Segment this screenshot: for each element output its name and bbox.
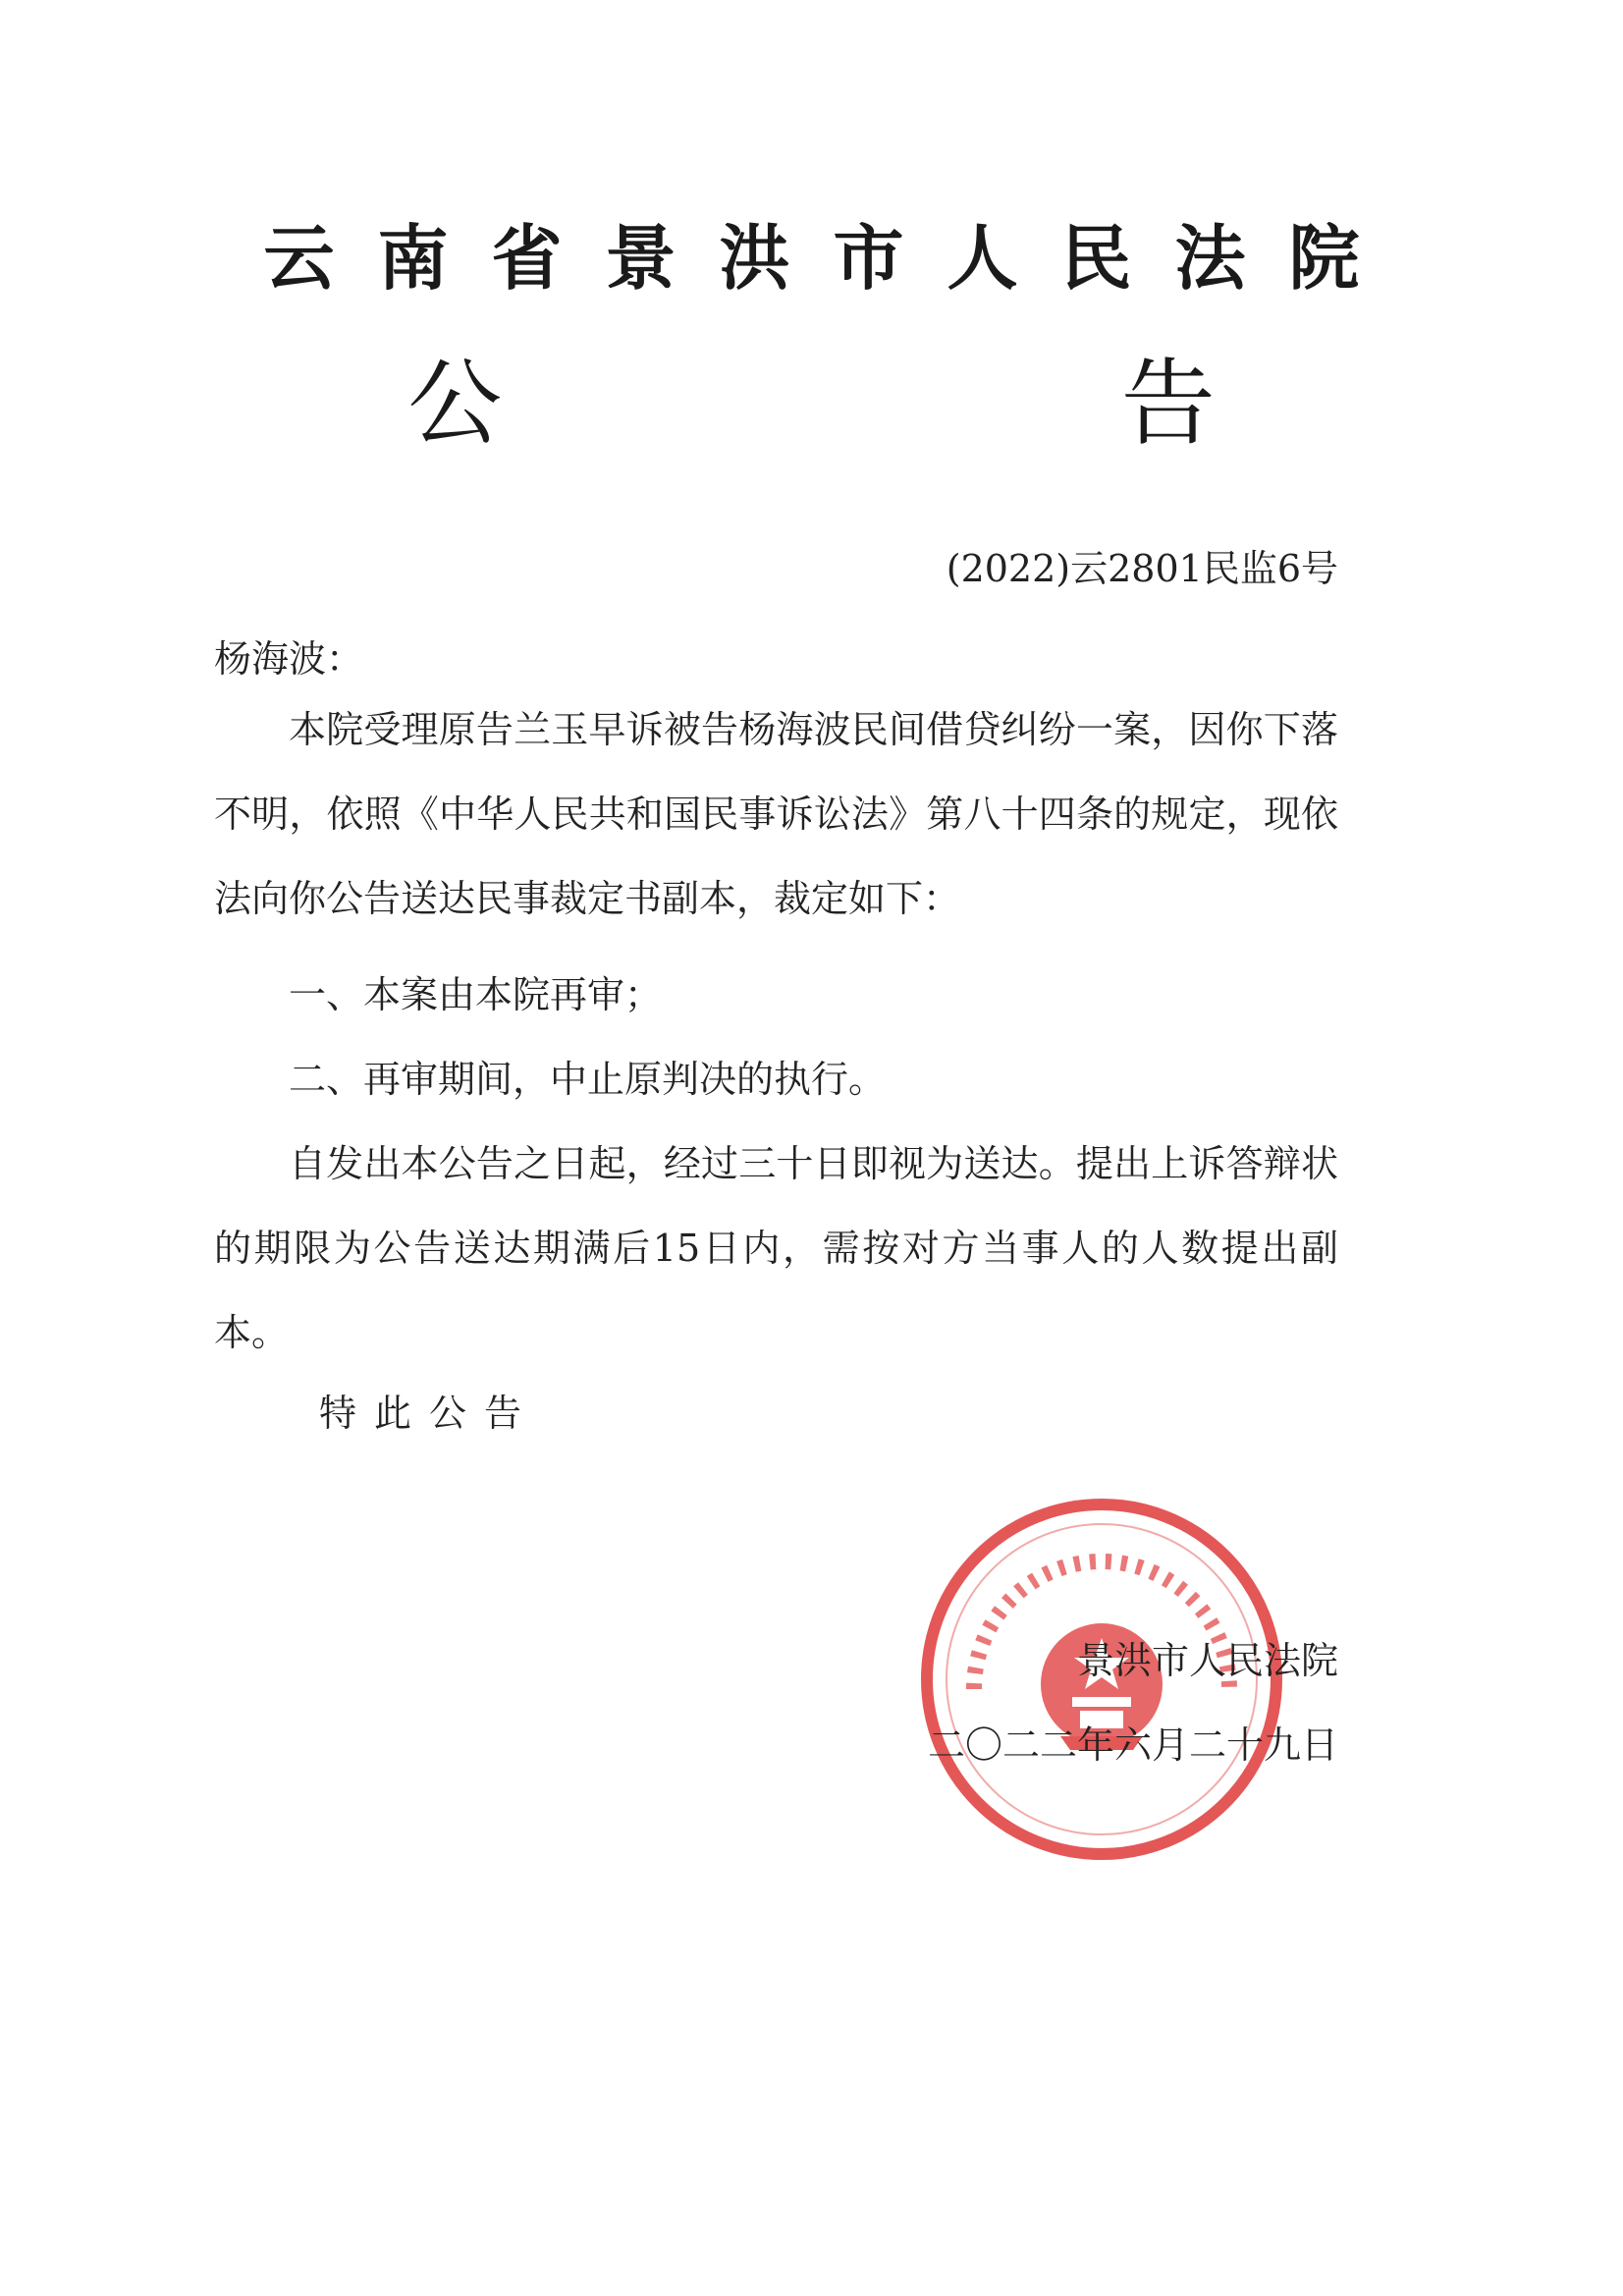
issuing-court-signature: 景洪市人民法院	[1076, 1639, 1338, 1682]
notice-title: 公 告	[407, 349, 1510, 459]
issue-date: 二〇二二年六月二十九日	[927, 1723, 1338, 1767]
ruling-item-1: 一、本案由本院再审；	[289, 973, 663, 1016]
ruling-item-2: 二、再审期间，中止原判决的执行。	[289, 1058, 887, 1101]
court-name-heading: 云南省景洪市人民法院	[263, 217, 1403, 300]
closing-phrase: 特此公告	[319, 1392, 540, 1435]
addressee: 杨海波：	[214, 637, 364, 681]
case-number: (2022)云2801民监6号	[946, 547, 1338, 590]
notice-paragraph-main: 本院受理原告兰玉早诉被告杨海波民间借贷纠纷一案，因你下落不明，依照《中华人民共和国民事诉讼法》第八十四条的规定，现依法向你公告送达民事裁定书副本，裁定如下：	[214, 708, 1338, 920]
notice-paragraph-service: 自发出本公告之日起，经过三十日即视为送达。提出上诉答辩状的期限为公告送达期满后15日内，需按对方当事人的人数提出副本。	[214, 1142, 1338, 1354]
